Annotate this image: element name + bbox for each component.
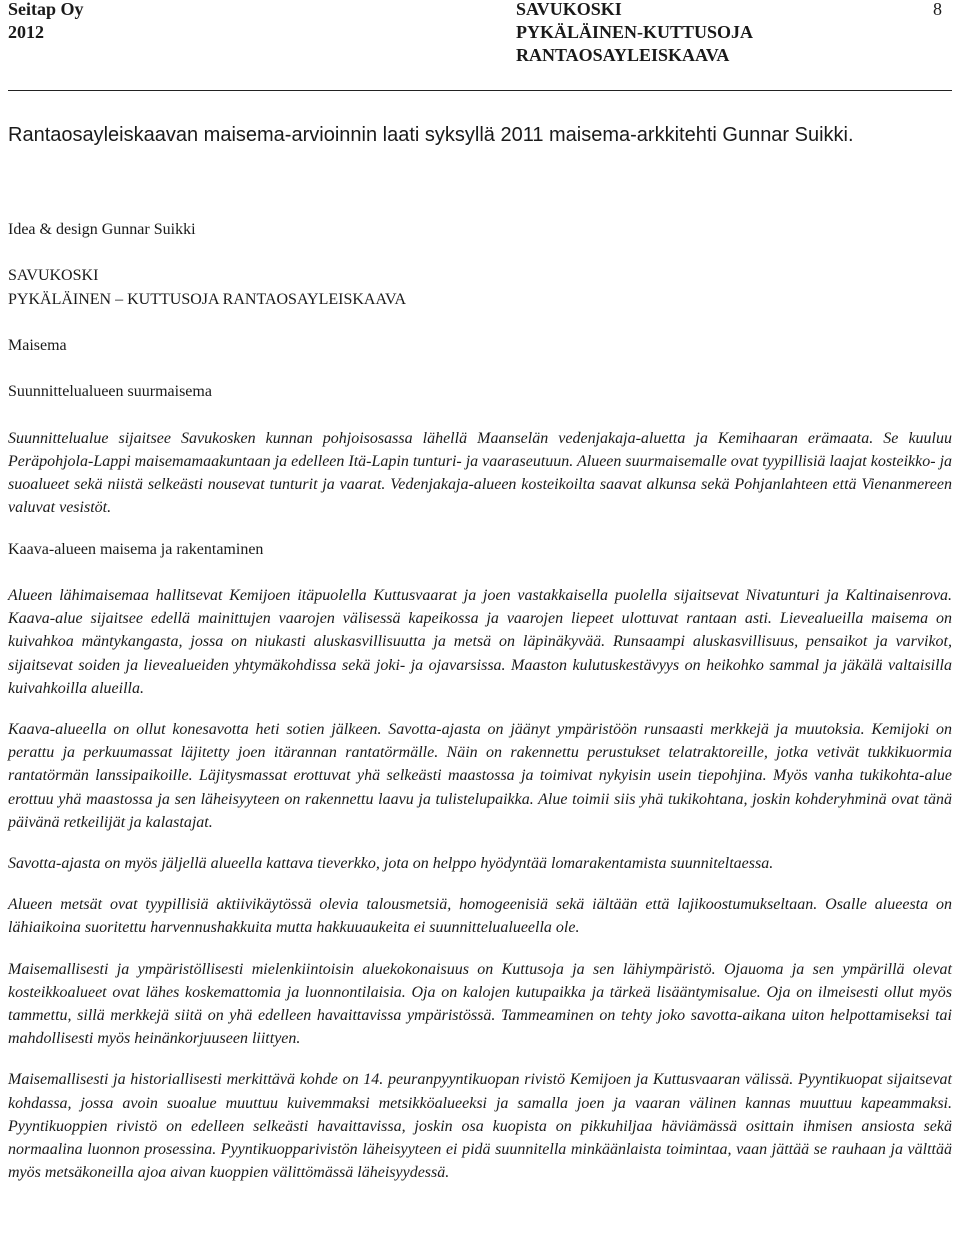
header-title-line-2: PYKÄLÄINEN-KUTTUSOJA <box>516 22 754 42</box>
page-number: 8 <box>933 0 942 19</box>
subsection-heading-suurmaisema: Suunnittelualueen suurmaisema <box>8 383 212 401</box>
body-text <box>8 218 952 1184</box>
header-title-line-3: RANTAOSAYLEISKAAVA <box>516 45 730 65</box>
company-name: Seitap Oy <box>8 0 84 19</box>
header-left <box>8 0 84 44</box>
plan-name-heading: PYKÄLÄINEN – KUTTUSOJA RANTAOSAYLEISKAAVA <box>8 290 407 308</box>
subsection-heading-rakentaminen: Kaava-alueen maisema ja rakentaminen <box>8 540 264 558</box>
intro-paragraph: Rantaosayleiskaavan maisema-arvioinnin laati syksyllä 2011 maisema-arkkitehti Gunnar Suikki. <box>8 124 854 146</box>
credit-line: Idea & design Gunnar Suikki <box>8 221 196 238</box>
paragraph-kuttusoja: Maisemallisesti ja ympäristöllisesti mielenkiintoisin aluekokonaisuus on Kuttusoja ja sen lähiympäristö. Ojauoma ja sen ympärillä olevat kosteikkoalueet ovat lähes koskemattomia ja luonnontilaisia. Oja on kalojen kutupaikka ja tärkeä lisääntymisalue. Oja on ilmeisesti ollut myös tammettu, sillä merkkejä siitä on yhä edelleen havaittavissa ympäristössä. Tammeaminen on tehty joko savotta-aikana uiton helpottamiseksi tai mahdollisesti myös heinänkorjuuseen liittyen. <box>8 960 952 1048</box>
document-year: 2012 <box>8 22 44 42</box>
section-heading-maisema: Maisema <box>8 336 67 354</box>
municipality-heading: SAVUKOSKI <box>8 267 99 285</box>
paragraph-lahimaisema: Alueen lähimaisemaa hallitsevat Kemijoen itäpuolella Kuttusvaarat ja joen vastakkaisella puolella sijaitsevat Nivatunturi ja Kaltinaisenrova. Kaava-alue sijaitsee edellä mainittujen vaarojen välisessä kapeikossa ja vaarojen liepeet ulottuvat rantaan asti. Lievealueilla maisema on kuivahkoa mäntykangasta, jossa on niukasti aluskasvillisuutta ja metsä on läpinäkyvää. Runsaampi aluskasvillisuus, pensaikot ja varvikot, sijaitsevat soiden ja lievealueiden yhtymäkohdissa sekä joki- ja ojavarsissa. Maaston kulutuskestävyys on heikohko sammal ja jäkälä valtaisilla kuivahkoilla alueilla. <box>8 586 952 697</box>
page-header <box>0 0 960 92</box>
paragraph-pyyntikuopat: Maisemallisesti ja historiallisesti merkittävä kohde on 14. peuranpyyntikuopan rivistö Kemijoen ja Kuttusvaaran välissä. Pyyntikuopat sijaitsevat kohdassa, jossa avoin suoalue muuttuu kuivemmaksi metsikköalueeksi ja samalla joen ja vaaran välinen kannas muuttuu kapeammaksi. Pyyntikuoppien rivistö on edelleen selkeästi havaittavissa, joskin osa kuopista on pikkuhiljaa häviämässä osittain ihmisen ansiosta sekä normaalina luonnon prosessina. Pyyntikuopparivistön läheisyyteen ei pidä suunnitella minkäänlaista toimintaa, vaan jättää se rauhaan ja välttää myös metsäkoneilla ajoa aivan kuoppien välittömässä läheisyydessä. <box>8 1071 952 1182</box>
paragraph-tieverkko: Savotta-ajasta on myös jäljellä alueella kattava tieverkko, jota on helppo hyödyntää lomarakentamista suunniteltaessa. <box>8 855 774 872</box>
paragraph-metsat: Alueen metsät ovat tyypillisiä aktiivikäytössä olevia talousmetsiä, homogeenisiä sekä iältään että lajikoostumukseltaan. Osalle alueesta on lähiaikoina suoritettu harvennushakkuita mutta hakkuuaukeita ei suunnittelualueella ole. <box>8 896 952 937</box>
header-title <box>516 0 753 67</box>
paragraph-suurmaisema: Suunnittelualue sijaitsee Savukosken kunnan pohjoisosassa lähellä Maanselän vedenjakaja-aluetta ja Kemihaaran erämaata. Se kuuluu Peräpohjola-Lappi maisemamaakuntaan ja edelleen Itä-Lapin tunturi- ja vaaraseutuun. Alueen suurmaisemalle ovat tyypillisiä laajat kosteikko- ja suoalueet sekä niistä selkeästi nousevat tunturit ja vaarat. Vedenjakaja-alueen kosteikoilta saavat alkunsa sekä Pohjanlahteen että Vienanmereen valuvat vesistöt. <box>8 429 953 517</box>
header-divider <box>8 90 952 91</box>
paragraph-savotta: Kaava-alueella on ollut konesavotta heti sotien jälkeen. Savotta-ajasta on jäänyt ympäristöön runsaasti merkkejä ja muutoksia. Kemijoki on perattu ja perkuumassat läjitetty joen itärannan rantatörmälle. Näin on rakennettu perustukset telatraktoreille, jotka vetivät tukkikuormia rantatörmän lanssipaikoille. Läjitysmassat erottuvat yhä selkeästi maastossa ja toimivat nykyisin usein tiepohjina. Myös vanha tukikohta-alue erottuu yhä maastossa ja sen läheisyyteen on rakennettu laavu ja tulistelupaikka. Alue toimii siis yhä tukikohtana, joskin kohderyhminä ovat tänä päivänä retkeilijät ja kalastajat. <box>8 720 952 831</box>
header-title-line-1: SAVUKOSKI <box>516 0 622 19</box>
